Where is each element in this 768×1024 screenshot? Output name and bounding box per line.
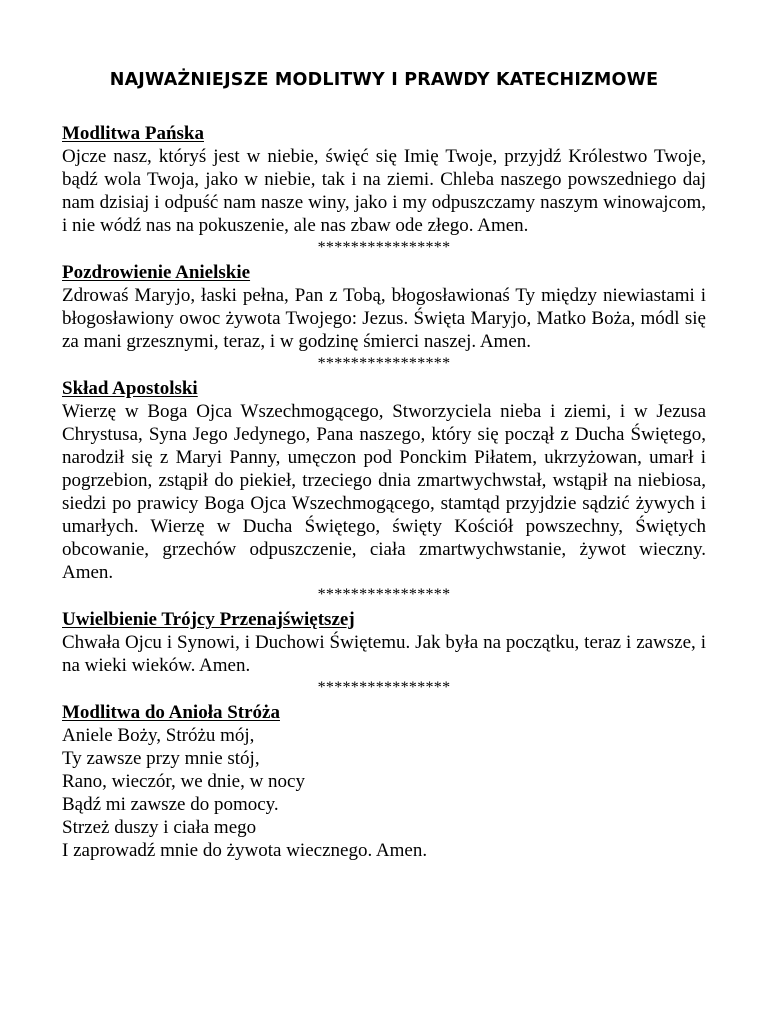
- separator: ****************: [317, 586, 451, 603]
- document-page: [62, 70, 706, 862]
- section-heading: Modlitwa do Anioła Stróża: [62, 702, 280, 723]
- prayer-text: Zdrowaś Maryjo, łaski pełna, Pan z Tobą, błogosławionaś Ty między niewiastami i błogosławiony owoc żywota Twojego: Jezus. Święta Maryjo, Matko Boża, módl się za mani grzesznymi, teraz, i w godzinę śmierci naszej. Amen.: [62, 285, 706, 352]
- verse-line: Rano, wieczór, we dnie, w nocy: [62, 771, 305, 792]
- prayer-text: Wierzę w Boga Ojca Wszechmogącego, Stworzyciela nieba i ziemi, i w Jezusa Chrystusa, Syna Jego Jedynego, Pana naszego, który się począł z Ducha Świętego, narodził się z Maryi Panny, umęczon pod Ponckim Piłatem, ukrzyżowan, umarł i pogrzebion, zstąpił do piekieł, trzeciego dnia zmartwychwstał, wstąpił na niebiosa, siedzi po prawicy Boga Ojca Wszechmogącego, stamtąd przyjdzie sądzić żywych i umarłych. Wierzę w Ducha Świętego, święty Kościół powszechny, Świętych obcowanie, grzechów odpuszczenie, ciała zmartwychwstanie, żywot wieczny. Amen.: [62, 401, 706, 583]
- verse-line: I zaprowadź mnie do żywota wiecznego. Amen.: [62, 840, 428, 861]
- separator: ****************: [317, 239, 451, 256]
- prayer-text: Chwała Ojcu i Synowi, i Duchowi Świętemu. Jak była na początku, teraz i zawsze, i na wieki wieków. Amen.: [62, 632, 706, 676]
- verse-line: Ty zawsze przy mnie stój,: [62, 748, 260, 769]
- prayer-text: Ojcze nasz, któryś jest w niebie, święć się Imię Twoje, przyjdź Królestwo Twoje, bądź wola Twoja, jako w niebie, tak i na ziemi. Chleba naszego powszedniego daj nam dzisiaj i odpuść nam nasze winy, jako i my odpuszczamy naszym winowajcom, i nie wódź nas na pokuszenie, ale nas zbaw ode złego. Amen.: [62, 146, 706, 236]
- section-heading: Uwielbienie Trójcy Przenajświętszej: [62, 609, 355, 630]
- separator: ****************: [317, 679, 451, 696]
- separator: ****************: [317, 355, 451, 372]
- prayer-section-aniol-stroz: [62, 701, 706, 862]
- prayer-section-uwielbienie: [62, 608, 706, 677]
- verse-line: Strzeż duszy i ciała mego: [62, 817, 257, 838]
- section-heading: Skład Apostolski: [62, 378, 198, 399]
- document-title: NAJWAŻNIEJSZE MODLITWY I PRAWDY KATECHIZMOWE: [109, 70, 659, 90]
- prayer-section-modlitwa-panska: [62, 122, 706, 237]
- prayer-section-pozdrowienie-anielskie: [62, 261, 706, 353]
- section-heading: Modlitwa Pańska: [62, 123, 204, 144]
- section-heading: Pozdrowienie Anielskie: [62, 262, 251, 283]
- verse-line: Aniele Boży, Stróżu mój,: [62, 725, 255, 746]
- prayer-section-sklad-apostolski: [62, 377, 706, 584]
- verse-line: Bądź mi zawsze do pomocy.: [62, 794, 279, 815]
